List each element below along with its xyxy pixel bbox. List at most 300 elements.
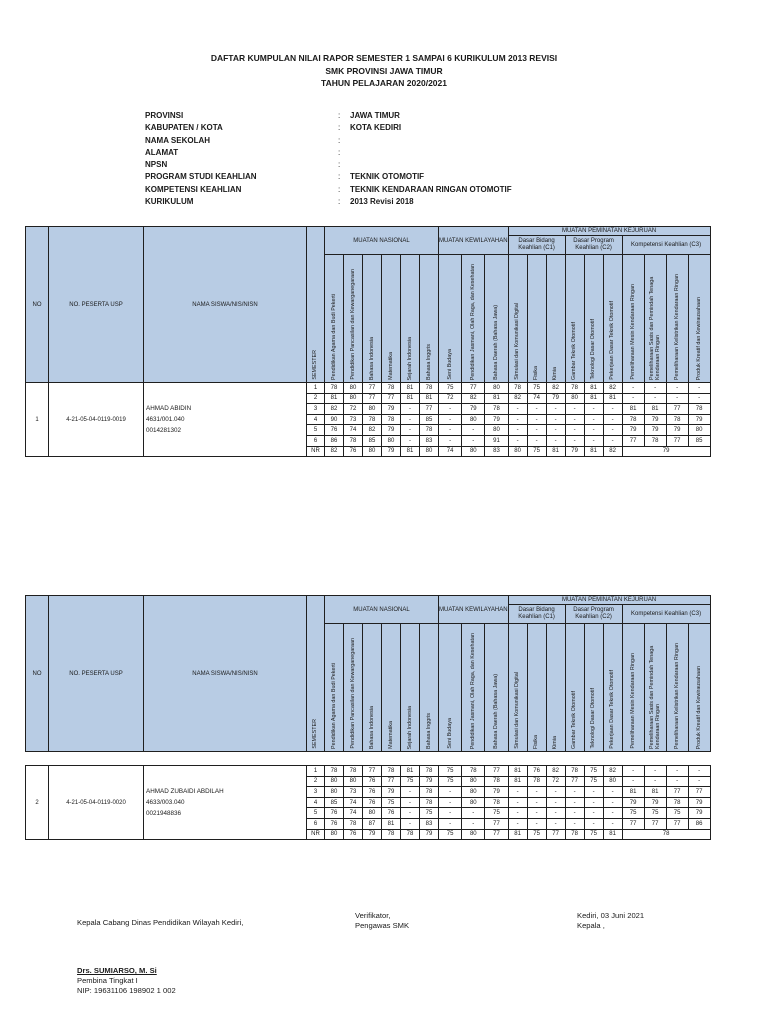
identity-colon: : xyxy=(338,111,341,120)
grade-cell: - xyxy=(666,776,688,787)
grade-cell: - xyxy=(508,797,527,808)
student-no: 2 xyxy=(26,766,49,840)
student-name-cell xyxy=(144,766,307,840)
grade-cell: 75 xyxy=(527,383,546,394)
grade-cell: 79 xyxy=(382,425,401,436)
grade-cell: 77 xyxy=(565,776,584,787)
grade-cell: 79 xyxy=(622,797,644,808)
header-muatan-kewilayahan: MUATAN KEWILAYAHAN xyxy=(439,596,509,624)
grade-cell: 78 xyxy=(527,776,546,787)
grade-cell: 80 xyxy=(462,787,485,798)
grade-cell: 78 xyxy=(462,766,485,777)
subject-header xyxy=(508,255,527,383)
identity-row xyxy=(145,159,512,171)
grade-cell: - xyxy=(439,414,462,425)
grade-cell: 80 xyxy=(344,383,363,394)
nr-grade-cell: 79 xyxy=(565,446,584,457)
grade-cell: 82 xyxy=(546,383,565,394)
grade-cell: - xyxy=(439,425,462,436)
header-semester xyxy=(307,227,325,383)
grade-cell: 75 xyxy=(584,766,603,777)
grade-cell: - xyxy=(508,787,527,798)
nr-grade-cell: 75 xyxy=(527,829,546,840)
grade-cell: 80 xyxy=(485,383,508,394)
identity-row xyxy=(145,135,512,147)
grade-cell: 75 xyxy=(622,808,644,819)
grade-cell: - xyxy=(439,787,462,798)
subject-header xyxy=(462,624,485,752)
grade-cell: 72 xyxy=(546,776,565,787)
header-muatan-peminatan: MUATAN PEMINATAN KEJURUAN xyxy=(508,227,710,236)
subject-header-label: Pekerjaan Dasar Teknik Otomotif xyxy=(609,301,616,380)
grade-cell: - xyxy=(439,808,462,819)
grade-cell: - xyxy=(527,425,546,436)
grade-cell: 78 xyxy=(344,766,363,777)
grade-cell: - xyxy=(401,404,420,415)
identity-label: ALAMAT xyxy=(145,147,179,157)
nr-grade-cell: 79 xyxy=(420,829,439,840)
table-row xyxy=(26,383,711,394)
grade-cell: 80 xyxy=(462,776,485,787)
grade-cell: 72 xyxy=(439,393,462,404)
grade-cell: - xyxy=(565,435,584,446)
grade-cell: 72 xyxy=(344,404,363,415)
grade-cell: 78 xyxy=(688,404,710,415)
place-date: Kediri, 03 Juni 2021 xyxy=(577,911,645,920)
grade-cell: - xyxy=(565,404,584,415)
nr-grade-cell: 82 xyxy=(325,446,344,457)
grade-cell: 74 xyxy=(344,797,363,808)
grade-cell: - xyxy=(644,383,666,394)
grade-cell: - xyxy=(584,797,603,808)
subject-header-label: Seni Budaya xyxy=(446,349,453,380)
grade-cell: 78 xyxy=(420,787,439,798)
grade-cell: 74 xyxy=(344,425,363,436)
grade-cell: - xyxy=(584,818,603,829)
title-line-1: DAFTAR KUMPULAN NILAI RAPOR SEMESTER 1 SAMPAI 6 KURIKULUM 2013 REVISI xyxy=(210,53,558,63)
grade-cell: 79 xyxy=(666,425,688,436)
identity-label: PROVINSI xyxy=(145,111,184,120)
grade-cell: 78 xyxy=(325,766,344,777)
grade-cell: 77 xyxy=(644,818,666,829)
subject-header xyxy=(462,255,485,383)
grade-cell: - xyxy=(603,414,622,425)
header-c3: Kompetensi Keahlian (C3) xyxy=(622,605,710,624)
grade-cell: 78 xyxy=(344,435,363,446)
grade-cell: 78 xyxy=(420,766,439,777)
grade-cell: 82 xyxy=(603,766,622,777)
nr-grade-cell: 80 xyxy=(420,446,439,457)
subject-header xyxy=(546,624,565,752)
nr-grade-cell: 75 xyxy=(584,829,603,840)
subject-header-label: Bahasa Daerah (Bahasa Jawa) xyxy=(493,674,500,749)
grade-cell: 79 xyxy=(688,414,710,425)
grade-cell: 78 xyxy=(565,766,584,777)
grade-cell: 79 xyxy=(546,393,565,404)
grade-cell: - xyxy=(565,414,584,425)
subject-header xyxy=(546,255,565,383)
subject-header xyxy=(363,255,382,383)
subject-header-label: Bahasa Daerah (Bahasa Jawa) xyxy=(493,305,500,380)
identity-value: KOTA KEDIRI xyxy=(350,123,402,133)
identity-row xyxy=(145,122,512,134)
subject-header-label: Pemeliharaan Sasis dan Pemindah Tenaga Kendaraan Ringan xyxy=(648,276,662,380)
subject-header-label: Bahasa Inggris xyxy=(425,344,432,380)
grade-cell: - xyxy=(462,818,485,829)
subject-header xyxy=(584,624,603,752)
subject-header xyxy=(401,255,420,383)
grade-cell: 78 xyxy=(420,383,439,394)
grade-cell: 80 xyxy=(565,393,584,404)
subject-header xyxy=(325,624,344,752)
grade-cell: 82 xyxy=(546,766,565,777)
subject-header xyxy=(439,255,462,383)
nr-grade-cell: 77 xyxy=(485,829,508,840)
grade-cell: 85 xyxy=(688,435,710,446)
header-semester-label: SEMESTER xyxy=(312,350,319,380)
subject-header xyxy=(508,624,527,752)
grade-cell: 83 xyxy=(420,818,439,829)
subject-header-label: Fisika xyxy=(533,365,540,380)
student-name-line: 0014281302 xyxy=(146,427,182,435)
grade-cell: 77 xyxy=(382,776,401,787)
grade-cell: 78 xyxy=(485,797,508,808)
grade-cell: - xyxy=(584,425,603,436)
grade-cell: 79 xyxy=(485,414,508,425)
signatory-rank: Pembina Tingkat I xyxy=(77,976,138,985)
grade-cell: 81 xyxy=(584,393,603,404)
grade-cell: 75 xyxy=(382,797,401,808)
student-peserta: 4-21-05-04-0119-0019 xyxy=(49,383,144,457)
header-peserta: NO. PESERTA USP xyxy=(49,227,144,383)
grade-cell: 75 xyxy=(666,808,688,819)
nr-grade-cell: 77 xyxy=(546,829,565,840)
semester-cell: 2 xyxy=(307,776,325,787)
subject-header-label: Pemeliharaan Sasis dan Pemindah Tenaga Kendaraan Ringan xyxy=(648,645,662,749)
grade-cell: 81 xyxy=(382,818,401,829)
nr-grade-cell: 81 xyxy=(546,446,565,457)
grade-cell: - xyxy=(508,425,527,436)
grade-cell: - xyxy=(508,414,527,425)
subject-header-label: Pendidikan Pancasilan dan Kewarganegaraan xyxy=(349,269,356,380)
grade-cell: - xyxy=(603,787,622,798)
grade-cell: 78 xyxy=(666,797,688,808)
grade-cell: - xyxy=(644,393,666,404)
identity-label: NPSN xyxy=(145,160,168,170)
grade-cell: - xyxy=(565,818,584,829)
grade-cell: - xyxy=(508,435,527,446)
grade-cell: 74 xyxy=(527,393,546,404)
nr-grade-cell: 81 xyxy=(584,446,603,457)
grade-cell: - xyxy=(546,414,565,425)
subject-header xyxy=(603,624,622,752)
grade-cell: 77 xyxy=(622,818,644,829)
grade-cell: 78 xyxy=(363,414,382,425)
identity-colon: : xyxy=(338,123,341,133)
nr-c3-cell: 79 xyxy=(622,446,710,457)
nr-grade-cell: 80 xyxy=(363,446,382,457)
grade-cell: 77 xyxy=(666,787,688,798)
grade-cell: 76 xyxy=(325,425,344,436)
semester-cell: 3 xyxy=(307,404,325,415)
subject-header-label: Matematika xyxy=(387,721,394,749)
identity-colon: : xyxy=(338,147,341,157)
nr-grade-cell: 80 xyxy=(325,829,344,840)
subject-header-label: Teknologi Dasar Otomotif xyxy=(590,319,597,380)
grade-cell: 75 xyxy=(485,808,508,819)
grade-cell: 79 xyxy=(622,425,644,436)
nr-grade-cell: 78 xyxy=(382,829,401,840)
grade-cell: - xyxy=(527,818,546,829)
nr-grade-cell: 79 xyxy=(363,829,382,840)
nr-grade-cell: 76 xyxy=(344,829,363,840)
identity-colon: : xyxy=(338,197,341,207)
grade-cell: - xyxy=(688,766,710,777)
grade-cell: 79 xyxy=(382,404,401,415)
grade-cell: 78 xyxy=(485,404,508,415)
grade-cell: - xyxy=(584,414,603,425)
grade-cell: - xyxy=(603,797,622,808)
grade-cell: - xyxy=(546,425,565,436)
subject-header xyxy=(565,624,584,752)
header-no: NO xyxy=(26,596,49,752)
header-semester xyxy=(307,596,325,752)
subject-header xyxy=(622,255,644,383)
grade-cell: - xyxy=(527,435,546,446)
grade-cell: - xyxy=(644,766,666,777)
subject-header-label: Pendidikan Agama dan Budi Pekerti xyxy=(330,293,337,380)
grade-cell: 81 xyxy=(622,787,644,798)
grade-cell: 80 xyxy=(485,425,508,436)
subject-header-label: Pemeliharaan Kelistrikan Kendaraan Ringan xyxy=(673,273,680,380)
grade-cell: 81 xyxy=(584,383,603,394)
header-muatan-nasional: MUATAN NASIONAL xyxy=(325,227,439,255)
subject-header xyxy=(688,624,710,752)
grade-cell: 75 xyxy=(439,766,462,777)
grade-cell: 79 xyxy=(688,797,710,808)
grade-cell: 78 xyxy=(666,414,688,425)
grade-cell: 82 xyxy=(508,393,527,404)
grade-cell: 82 xyxy=(325,404,344,415)
semester-cell: 6 xyxy=(307,818,325,829)
nr-grade-cell: 80 xyxy=(462,446,485,457)
grade-cell: - xyxy=(622,393,644,404)
identity-row xyxy=(145,171,512,183)
grade-cell: 81 xyxy=(603,393,622,404)
grade-cell: 77 xyxy=(462,383,485,394)
grade-cell: 78 xyxy=(382,414,401,425)
grade-cell: 79 xyxy=(462,404,485,415)
grade-cell: - xyxy=(401,797,420,808)
grade-cell: 85 xyxy=(325,797,344,808)
header-semester-label: SEMESTER xyxy=(312,719,319,749)
subject-header xyxy=(382,624,401,752)
signature-verifier xyxy=(355,911,409,931)
grade-cell: 80 xyxy=(462,797,485,808)
nr-grade-cell: 82 xyxy=(603,446,622,457)
grade-cell: - xyxy=(439,435,462,446)
subject-header xyxy=(666,255,688,383)
subject-header-label: Gambar Teknik Otomotif xyxy=(571,321,578,380)
grade-cell: 78 xyxy=(565,383,584,394)
grade-cell: - xyxy=(401,425,420,436)
grade-cell: 77 xyxy=(382,393,401,404)
subject-header xyxy=(344,624,363,752)
title-line-2: SMK PROVINSI JAWA TIMUR xyxy=(325,65,443,76)
student-peserta: 4-21-05-04-0119-0020 xyxy=(49,766,144,840)
subject-header xyxy=(688,255,710,383)
grade-cell: 74 xyxy=(344,808,363,819)
nr-grade-cell: 81 xyxy=(401,446,420,457)
grade-cell: 80 xyxy=(363,404,382,415)
subject-header xyxy=(584,255,603,383)
grade-cell: 82 xyxy=(363,425,382,436)
grade-cell: 81 xyxy=(325,393,344,404)
grade-cell: 81 xyxy=(420,393,439,404)
subject-header xyxy=(603,255,622,383)
nr-grade-cell: 79 xyxy=(382,446,401,457)
header-c2: Dasar Program Keahlian (C2) xyxy=(565,236,622,255)
grade-cell: 75 xyxy=(439,383,462,394)
grade-cell: 78 xyxy=(420,425,439,436)
subject-header xyxy=(439,624,462,752)
subject-header-label: Produk Kreatif dan Kewirausahaan xyxy=(695,296,702,380)
grade-cell: 77 xyxy=(688,787,710,798)
grade-cell: 79 xyxy=(420,776,439,787)
grade-cell: 87 xyxy=(363,818,382,829)
identity-label: KURIKULUM xyxy=(145,197,194,207)
header-muatan-kewilayahan: MUATAN KEWILAYAHAN xyxy=(439,227,509,255)
grade-cell: 85 xyxy=(420,414,439,425)
identity-value: 2013 Revisi 2018 xyxy=(350,197,414,207)
grade-cell: 78 xyxy=(485,776,508,787)
subject-header-label: Pendidikan Jasmani, Olah Raga, dan Kesehatan xyxy=(470,632,477,749)
subject-header xyxy=(325,255,344,383)
header-nama: NAMA SISWA/NIS/NISN xyxy=(144,596,307,752)
grade-cell: - xyxy=(688,383,710,394)
grade-cell: 80 xyxy=(344,776,363,787)
identity-row xyxy=(145,147,512,159)
grade-table-2 xyxy=(25,595,711,840)
nr-grade-cell: 78 xyxy=(401,829,420,840)
grade-cell: - xyxy=(546,435,565,446)
grade-cell: 81 xyxy=(644,404,666,415)
subject-header xyxy=(565,255,584,383)
grade-cell: - xyxy=(546,797,565,808)
grade-cell: 75 xyxy=(420,808,439,819)
semester-cell: 1 xyxy=(307,383,325,394)
grade-cell: 75 xyxy=(439,776,462,787)
grade-cell: - xyxy=(666,393,688,404)
header-nama: NAMA SISWA/NIS/NISN xyxy=(144,227,307,383)
subject-header xyxy=(644,624,666,752)
grade-cell: 76 xyxy=(363,797,382,808)
grade-cell: 77 xyxy=(666,818,688,829)
grade-cell: 77 xyxy=(485,766,508,777)
grade-cell: 77 xyxy=(363,383,382,394)
grade-cell: - xyxy=(565,787,584,798)
grade-cell: 77 xyxy=(485,818,508,829)
header-c3: Kompetensi Keahlian (C3) xyxy=(622,236,710,255)
subject-header xyxy=(527,624,546,752)
identity-label: PROGRAM STUDI KEAHLIAN xyxy=(145,172,257,182)
identity-colon: : xyxy=(338,160,341,170)
grade-cell: 80 xyxy=(603,776,622,787)
grade-cell: 76 xyxy=(527,766,546,777)
subject-header-label: Pendidikan Pancasilan dan Kewarganegaraan xyxy=(349,638,356,749)
signatory-name: Drs. SUMIARSO, M. Si xyxy=(77,966,157,975)
grade-cell: - xyxy=(527,414,546,425)
header-muatan-nasional: MUATAN NASIONAL xyxy=(325,596,439,624)
student-name-line: AHMAD ZUBAIDI ABDILAH xyxy=(146,788,224,796)
grade-cell: - xyxy=(401,808,420,819)
semester-cell: 3 xyxy=(307,787,325,798)
grade-cell: - xyxy=(622,766,644,777)
subject-header-label: Fisika xyxy=(533,734,540,749)
grade-cell: - xyxy=(644,776,666,787)
semester-cell: 4 xyxy=(307,797,325,808)
grade-cell: 77 xyxy=(363,393,382,404)
subject-header-label: Pendidikan Jasmani, Olah Raga, dan Kesehatan xyxy=(470,263,477,380)
subject-header-label: Pemeliharaan Mesin Kendaraan Ringan xyxy=(629,284,636,380)
subject-header-label: Pendidikan Agama dan Budi Pekerti xyxy=(330,662,337,749)
nr-grade-cell: 75 xyxy=(439,829,462,840)
grade-cell: 73 xyxy=(344,414,363,425)
grade-cell: 86 xyxy=(688,818,710,829)
grade-cell: 79 xyxy=(688,808,710,819)
grade-cell: - xyxy=(584,404,603,415)
grade-cell: 86 xyxy=(325,435,344,446)
identity-colon: : xyxy=(338,172,341,182)
grade-cell: 78 xyxy=(420,797,439,808)
subject-header-label: Kimia xyxy=(552,366,559,380)
grade-cell: - xyxy=(439,797,462,808)
identity-value: TEKNIK KENDARAAN RINGAN OTOMOTIF xyxy=(350,184,512,194)
semester-cell: 5 xyxy=(307,808,325,819)
identity-row xyxy=(145,110,512,122)
grade-cell: 78 xyxy=(344,818,363,829)
grade-cell: - xyxy=(603,808,622,819)
grade-cell: 80 xyxy=(462,414,485,425)
grade-cell: 82 xyxy=(603,383,622,394)
subject-header-label: Sejarah Indonesia xyxy=(406,705,413,749)
semester-cell: 2 xyxy=(307,393,325,404)
signature-left xyxy=(77,918,243,928)
grade-cell: 85 xyxy=(363,435,382,446)
grade-cell: 77 xyxy=(666,404,688,415)
grade-cell: 79 xyxy=(485,787,508,798)
grade-cell: 77 xyxy=(363,766,382,777)
grade-cell: - xyxy=(439,404,462,415)
table-row xyxy=(26,766,711,777)
semester-cell: 1 xyxy=(307,766,325,777)
grade-cell: - xyxy=(688,776,710,787)
subject-header-label: Simulasi dan Komunikasi Digital xyxy=(514,672,521,749)
student-name-cell xyxy=(144,383,307,457)
grade-cell: 76 xyxy=(325,818,344,829)
grade-cell: 80 xyxy=(382,435,401,446)
grade-cell: - xyxy=(666,766,688,777)
semester-cell: 6 xyxy=(307,435,325,446)
student-name-line: 4631/001.040 xyxy=(146,416,185,424)
grade-cell: - xyxy=(603,404,622,415)
grade-cell: 90 xyxy=(325,414,344,425)
grade-cell: 78 xyxy=(644,435,666,446)
nr-grade-cell: 76 xyxy=(344,446,363,457)
subject-header xyxy=(382,255,401,383)
grade-cell: 79 xyxy=(644,414,666,425)
grade-cell: 81 xyxy=(622,404,644,415)
